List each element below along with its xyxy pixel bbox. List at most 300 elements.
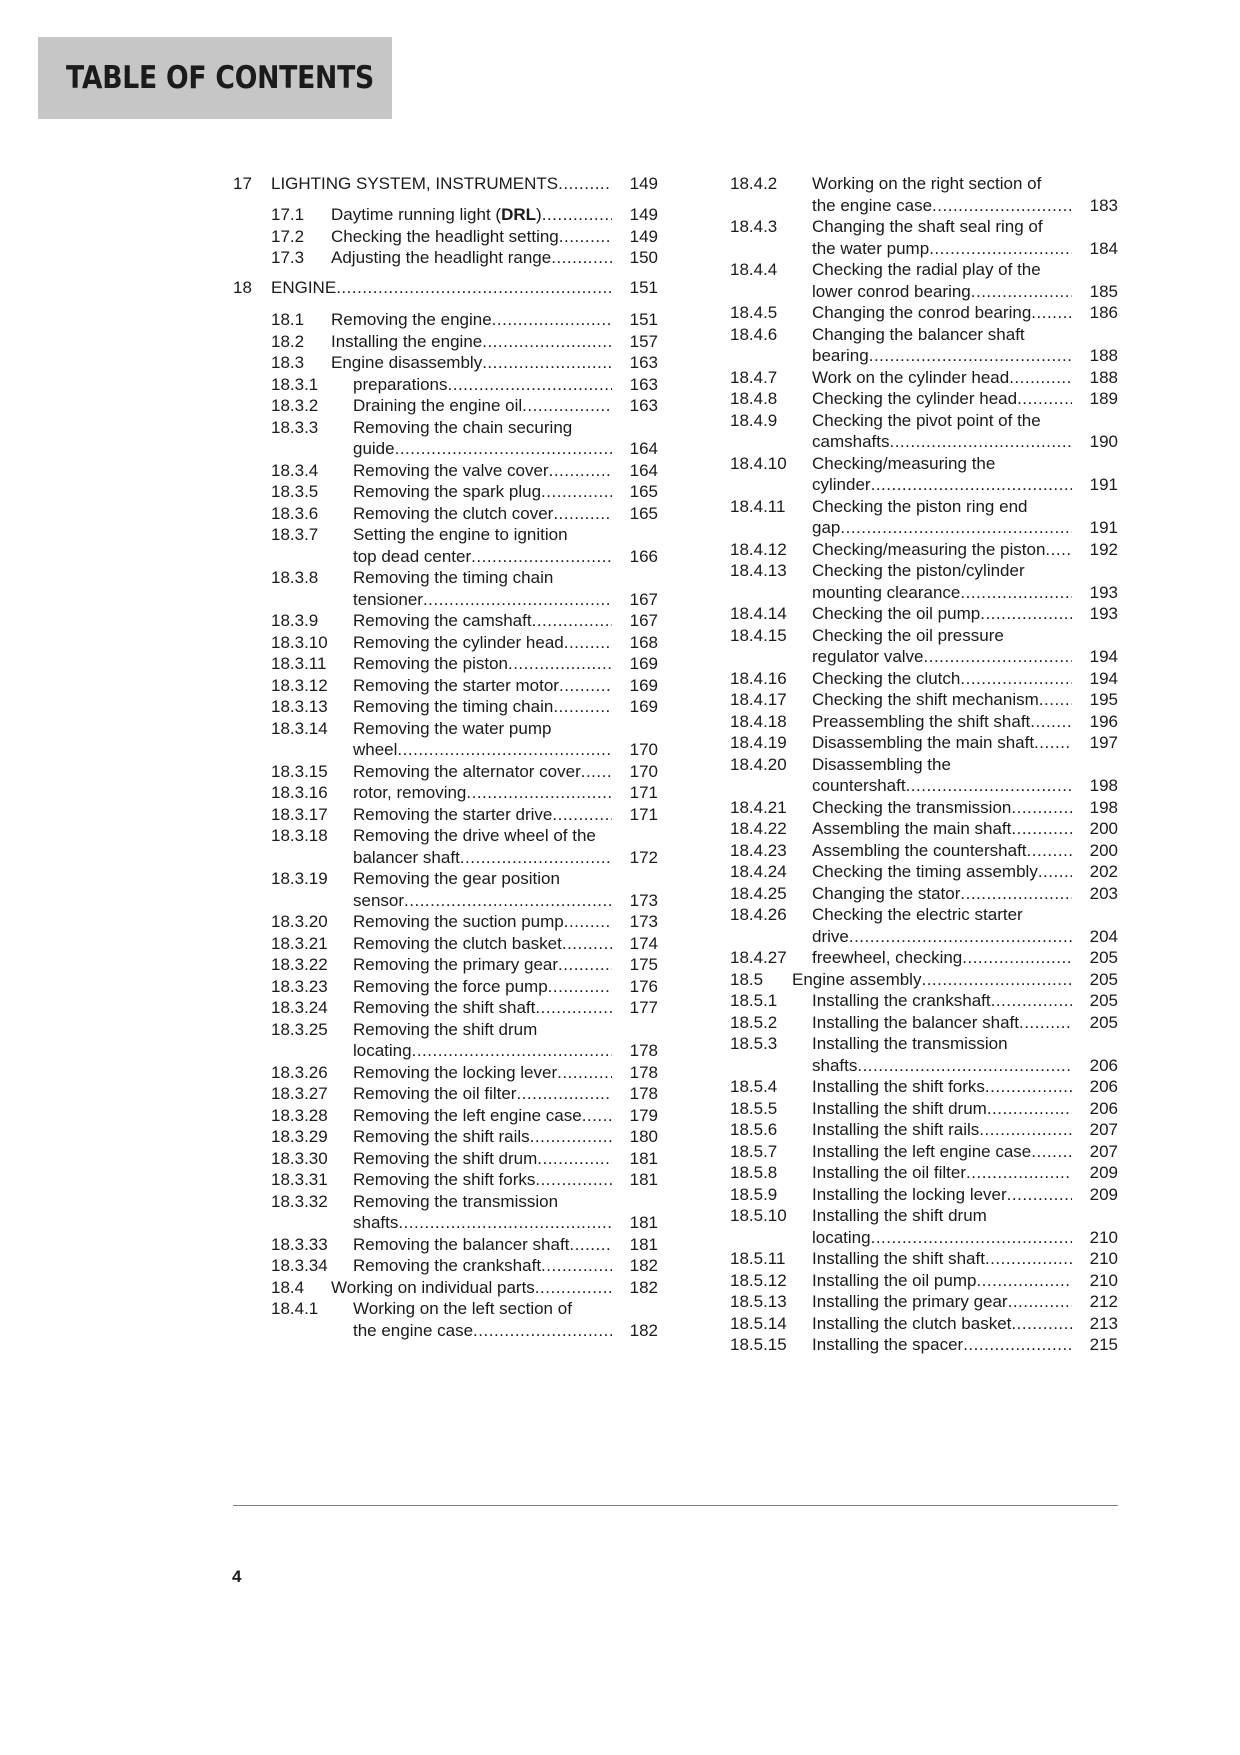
toc-entry-label: Removing the camshaft <box>353 611 532 630</box>
toc-entry[interactable] <box>233 204 658 226</box>
toc-entry-page: 178 <box>629 1041 658 1060</box>
toc-entry[interactable] <box>730 603 1118 625</box>
toc-entry[interactable] <box>730 732 1118 754</box>
toc-entry-label: Removing the locking lever <box>353 1062 558 1082</box>
toc-entry-title <box>353 546 612 568</box>
toc-entry[interactable] <box>730 711 1118 733</box>
toc-entry-title-line1: Checking the piston/cylinder <box>812 561 1025 580</box>
toc-entry-number: 18.3.12 <box>271 675 328 695</box>
toc-entry[interactable] <box>730 1162 1118 1184</box>
toc-leader-dots <box>960 883 1072 905</box>
toc-entry[interactable] <box>730 1270 1118 1292</box>
toc-entry-number: 18.3.22 <box>271 955 328 974</box>
toc-entry-title <box>812 818 1072 840</box>
toc-entry-title <box>812 474 1072 496</box>
toc-entry-title <box>812 1291 1072 1313</box>
toc-entry-label: rotor, removing <box>353 783 467 802</box>
toc-entry-title <box>353 1320 612 1342</box>
toc-entry-number: 18.5.12 <box>730 1270 787 1290</box>
toc-entry-number: 18.4.12 <box>730 539 787 559</box>
toc-entry[interactable] <box>730 1119 1118 1141</box>
toc-entry[interactable] <box>730 302 1118 324</box>
toc-entry[interactable] <box>233 309 658 331</box>
toc-entry[interactable] <box>730 861 1118 883</box>
toc-entry-page: 178 <box>629 1084 658 1103</box>
toc-entry-page: 171 <box>629 783 658 802</box>
toc-entry-page: 168 <box>629 632 658 652</box>
toc-entry[interactable] <box>730 560 1118 603</box>
toc-entry-number: 18.3.11 <box>271 654 327 673</box>
toc-entry[interactable] <box>730 1248 1118 1270</box>
toc-leader-dots <box>395 438 612 460</box>
toc-entry[interactable] <box>730 496 1118 539</box>
toc-leader-dots <box>541 1255 612 1277</box>
toc-entry[interactable] <box>730 1141 1118 1163</box>
toc-entry[interactable] <box>730 818 1118 840</box>
toc-entry-label: Removing the shift rails <box>353 1127 530 1146</box>
toc-entry[interactable] <box>233 352 658 374</box>
toc-entry[interactable] <box>730 754 1118 797</box>
toc-entry-label: Removing the starter motor <box>353 675 559 695</box>
toc-leader-dots <box>557 1062 612 1084</box>
toc-entry[interactable] <box>233 1126 658 1148</box>
toc-leader-dots <box>1031 302 1072 324</box>
toc-entry-label: ENGINE <box>271 278 337 297</box>
toc-entry-label: Preassembling the shift shaft <box>812 711 1031 731</box>
toc-leader-dots <box>558 954 612 976</box>
toc-entry[interactable] <box>233 277 658 299</box>
toc-entry-number: 18.3.1 <box>271 374 319 394</box>
toc-entry-label: Installing the oil filter <box>812 1163 967 1182</box>
toc-entry[interactable] <box>730 367 1118 389</box>
toc-entry[interactable] <box>233 954 658 976</box>
toc-entry-title <box>812 861 1072 883</box>
toc-leader-dots <box>906 775 1072 797</box>
toc-leader-dots <box>932 195 1072 217</box>
toc-leader-dots <box>559 675 612 697</box>
toc-entry[interactable] <box>730 324 1118 367</box>
toc-entry-number: 18.3.8 <box>271 568 319 587</box>
toc-leader-dots <box>1019 1012 1072 1034</box>
toc-entry-title <box>812 603 1072 625</box>
toc-entry-page: 205 <box>1089 948 1118 967</box>
toc-entry-number: 18.3.28 <box>271 1105 328 1125</box>
toc-leader-dots <box>581 761 612 783</box>
toc-entry[interactable] <box>730 1076 1118 1098</box>
toc-entry[interactable] <box>233 1298 658 1341</box>
toc-leader-dots <box>979 1119 1072 1141</box>
toc-entry-page: 206 <box>1089 1098 1118 1118</box>
toc-leader-dots <box>1011 818 1072 840</box>
toc-entry-page: 193 <box>1089 604 1118 623</box>
toc-entry[interactable] <box>233 675 658 697</box>
toc-entry[interactable] <box>730 388 1118 410</box>
toc-entry-number: 18.4.27 <box>730 948 787 967</box>
toc-leader-dots <box>471 546 612 568</box>
toc-entry[interactable] <box>233 1105 658 1127</box>
toc-entry-label: Checking the shift mechanism <box>812 690 1039 709</box>
toc-entry[interactable] <box>233 632 658 654</box>
toc-entry-abbrev: DRL <box>501 205 537 224</box>
toc-entry-page: 189 <box>1089 389 1118 408</box>
toc-entry-label: gap <box>812 518 841 537</box>
toc-entry-title <box>353 847 612 869</box>
toc-entry[interactable] <box>233 761 658 783</box>
toc-entry-title <box>353 1212 612 1234</box>
toc-entry[interactable] <box>730 1033 1118 1076</box>
toc-leader-dots <box>537 1148 612 1170</box>
toc-entry-title-line1: Removing the water pump <box>353 718 552 738</box>
toc-entry-label: Removing the spark plug <box>353 482 542 501</box>
toc-entry[interactable] <box>730 410 1118 453</box>
toc-leader-dots <box>985 1076 1072 1098</box>
toc-entry[interactable] <box>730 990 1118 1012</box>
toc-entry-page: 175 <box>629 955 658 974</box>
toc-entry-number: 18.4.13 <box>730 561 787 580</box>
toc-entry[interactable] <box>233 1191 658 1234</box>
toc-entry-number: 18.4.9 <box>730 410 778 430</box>
toc-entry-title <box>812 582 1072 604</box>
toc-entry-label: freewheel, checking <box>812 948 963 967</box>
toc-entry-number: 18.3.34 <box>271 1256 328 1275</box>
toc-leader-dots <box>482 331 612 353</box>
toc-entry[interactable] <box>233 331 658 353</box>
toc-leader-dots <box>889 431 1072 453</box>
toc-entry-page: 163 <box>629 353 658 372</box>
toc-entry[interactable] <box>233 1062 658 1084</box>
toc-entry-title-line1: Removing the gear position <box>353 869 560 888</box>
toc-entry[interactable] <box>730 1334 1118 1356</box>
toc-entry-label: Removing the starter drive <box>353 804 553 824</box>
toc-entry-title <box>353 1105 612 1127</box>
toc-entry-title <box>812 947 1072 969</box>
toc-entry-page: 164 <box>629 439 658 458</box>
toc-leader-dots <box>987 1098 1072 1120</box>
toc-leader-dots <box>869 345 1072 367</box>
toc-entry-page: 195 <box>1089 690 1118 709</box>
toc-entry-page: 213 <box>1089 1313 1118 1333</box>
toc-entry-title <box>353 1148 612 1170</box>
toc-entry-page: 206 <box>1089 1077 1118 1096</box>
toc-entry-label: Checking the cylinder head <box>812 389 1018 408</box>
toc-leader-dots <box>966 1162 1072 1184</box>
toc-leader-dots <box>542 204 612 226</box>
toc-entry-label: Removing the oil filter <box>353 1084 517 1103</box>
toc-entry[interactable] <box>233 524 658 567</box>
toc-leader-dots <box>404 890 612 912</box>
toc-entry-number: 18.3 <box>271 353 305 372</box>
toc-entry-number: 18.4.7 <box>730 367 778 387</box>
toc-entry-label: Removing the force pump <box>353 976 548 996</box>
toc-entry-page: 207 <box>1089 1141 1118 1161</box>
toc-entry-number: 18.3.17 <box>271 804 328 824</box>
toc-entry-title <box>812 883 1072 905</box>
toc-entry[interactable] <box>233 226 658 248</box>
toc-entry-label: shafts <box>353 1213 399 1232</box>
toc-entry-page: 186 <box>1089 303 1118 322</box>
toc-leader-dots <box>532 610 612 632</box>
toc-leader-dots <box>1008 1291 1072 1313</box>
toc-entry-number: 18.3.15 <box>271 761 328 781</box>
toc-entry-title <box>812 668 1072 690</box>
toc-leader-dots <box>857 1055 1072 1077</box>
toc-entry[interactable] <box>233 1277 658 1299</box>
toc-entry-page: 192 <box>1089 539 1118 559</box>
toc-entry-label: sensor <box>353 890 405 910</box>
toc-entry-title <box>812 1334 1072 1356</box>
toc-entry[interactable] <box>233 417 658 460</box>
toc-entry-label: Installing the shift drum <box>812 1098 987 1118</box>
toc-entry[interactable] <box>730 797 1118 819</box>
toc-entry-number: 18.5.6 <box>730 1120 778 1139</box>
toc-entry-title <box>353 696 612 718</box>
toc-leader-dots <box>960 668 1072 690</box>
toc-entry[interactable] <box>730 1291 1118 1313</box>
toc-leader-dots <box>541 481 612 503</box>
toc-entry-title <box>271 277 612 299</box>
toc-entry-label: Installing the crankshaft <box>812 991 991 1010</box>
toc-entry-title <box>812 1162 1072 1184</box>
toc-entry[interactable] <box>233 1083 658 1105</box>
toc-entry-page: 205 <box>1089 991 1118 1010</box>
toc-entry[interactable] <box>233 173 658 195</box>
toc-entry-page: 194 <box>1089 668 1118 688</box>
toc-leader-dots <box>549 460 612 482</box>
toc-entry-title <box>353 374 612 396</box>
toc-entry-number: 18.3.14 <box>271 718 328 738</box>
toc-entry-number: 18.3.13 <box>271 697 328 716</box>
toc-entry-page: 177 <box>629 998 658 1017</box>
page-number: 4 <box>232 1567 242 1586</box>
toc-entry-title <box>353 1255 612 1277</box>
toc-entry-page: 170 <box>629 740 658 759</box>
toc-entry-label: Assembling the main shaft <box>812 819 1012 838</box>
toc-leader-dots <box>1017 388 1072 410</box>
toc-entry[interactable] <box>730 1313 1118 1335</box>
toc-entry-page: 188 <box>1089 346 1118 365</box>
toc-entry-page: 194 <box>1089 647 1118 666</box>
toc-entry-number: 18.4.1 <box>271 1299 319 1318</box>
toc-entry-label: Working on individual parts <box>331 1277 535 1297</box>
toc-entry-number: 18.4.20 <box>730 754 787 774</box>
toc-entry-title <box>812 1270 1072 1292</box>
toc-entry-label: top dead center <box>353 546 472 566</box>
toc-entry-title <box>812 926 1072 948</box>
toc-entry[interactable] <box>233 247 658 269</box>
toc-entry-title-line1: Disassembling the <box>812 754 951 774</box>
toc-entry[interactable] <box>233 503 658 525</box>
toc-entry[interactable] <box>233 997 658 1019</box>
toc-leader-dots <box>871 474 1072 496</box>
toc-entry-number: 18.4.8 <box>730 389 778 408</box>
toc-entry-page: 172 <box>629 847 658 867</box>
toc-entry-page: 184 <box>1089 238 1118 258</box>
toc-entry[interactable] <box>730 1205 1118 1248</box>
toc-entry-label: Installing the clutch basket <box>812 1313 1012 1333</box>
toc-entry-title <box>353 1126 612 1148</box>
toc-entry-page: 174 <box>629 933 658 953</box>
toc-entry[interactable] <box>730 840 1118 862</box>
toc-entry-title <box>353 782 612 804</box>
toc-entry[interactable] <box>730 259 1118 302</box>
toc-leader-dots <box>336 277 612 299</box>
toc-leader-dots <box>582 1105 612 1127</box>
toc-entry-title <box>353 1083 612 1105</box>
toc-entry-number: 18.4.4 <box>730 260 778 279</box>
toc-entry[interactable] <box>233 933 658 955</box>
toc-entry-label: Checking the oil pump <box>812 604 981 623</box>
toc-entry-page: 181 <box>629 1234 658 1254</box>
toc-entry[interactable] <box>730 539 1118 561</box>
toc-entry[interactable] <box>730 904 1118 947</box>
toc-entry[interactable] <box>233 782 658 804</box>
toc-entry[interactable] <box>233 1255 658 1277</box>
toc-entry[interactable] <box>730 969 1118 991</box>
toc-entry[interactable] <box>730 689 1118 711</box>
toc-leader-dots <box>1009 367 1072 389</box>
toc-entry[interactable] <box>233 1169 658 1191</box>
toc-entry-number: 18.5.14 <box>730 1313 787 1333</box>
toc-entry-title <box>812 1248 1072 1270</box>
toc-entry[interactable] <box>233 653 658 675</box>
toc-entry[interactable] <box>233 374 658 396</box>
toc-entry-number: 18.5.3 <box>730 1034 778 1053</box>
toc-entry-label: Engine assembly <box>792 969 922 989</box>
toc-entry-label: Removing the valve cover <box>353 460 549 480</box>
toc-entry[interactable] <box>233 696 658 718</box>
toc-leader-dots <box>508 653 612 675</box>
toc-leader-dots <box>548 976 612 998</box>
toc-entry-title <box>353 675 612 697</box>
toc-leader-dots <box>412 1040 612 1062</box>
toc-entry-page: 193 <box>1089 582 1118 602</box>
toc-entry-title <box>331 331 612 353</box>
toc-entry-number: 18.3.25 <box>271 1019 328 1039</box>
toc-entry[interactable] <box>730 668 1118 690</box>
toc-entry[interactable] <box>730 216 1118 259</box>
toc-entry[interactable] <box>233 1148 658 1170</box>
toc-leader-dots <box>397 739 612 761</box>
toc-entry-page: 190 <box>1089 432 1118 451</box>
toc-leader-dots <box>423 589 612 611</box>
toc-leader-dots <box>482 352 612 374</box>
toc-leader-dots <box>1038 861 1072 883</box>
toc-entry-page: 204 <box>1089 926 1118 946</box>
toc-leader-dots <box>1034 732 1072 754</box>
toc-leader-dots <box>1045 539 1072 561</box>
toc-entry-number: 18.2 <box>271 331 305 351</box>
toc-entry-title-line1: Checking the pivot point of the <box>812 410 1041 430</box>
toc-entry[interactable] <box>730 1012 1118 1034</box>
toc-entry-page: 151 <box>629 278 658 297</box>
toc-entry-label: Draining the engine oil <box>353 396 523 415</box>
toc-entry-label: Installing the shift forks <box>812 1077 985 1096</box>
toc-entry-number: 17.1 <box>271 205 305 224</box>
toc-entry-label: Installing the shift shaft <box>812 1249 985 1268</box>
toc-entry-number: 18.4.25 <box>730 883 787 903</box>
toc-entry-title <box>353 1169 612 1191</box>
toc-entry[interactable] <box>233 825 658 868</box>
toc-leader-dots <box>552 804 612 826</box>
toc-entry-label: shafts <box>812 1055 858 1075</box>
toc-entry[interactable] <box>730 947 1118 969</box>
toc-entry-title <box>353 653 612 675</box>
toc-entry[interactable] <box>233 610 658 632</box>
toc-entry-number: 18.5.10 <box>730 1206 787 1225</box>
toc-entry-number: 18.3.10 <box>271 632 328 652</box>
toc-entry-number: 18.4.2 <box>730 174 778 193</box>
toc-entry-label: Changing the conrod bearing <box>812 303 1032 322</box>
toc-entry[interactable] <box>233 567 658 610</box>
toc-entry-number: 18.4.10 <box>730 453 787 473</box>
toc-entry-number: 17.3 <box>271 248 305 267</box>
toc-leader-dots <box>535 997 612 1019</box>
toc-entry[interactable] <box>730 625 1118 668</box>
toc-entry[interactable] <box>233 911 658 933</box>
toc-entry[interactable] <box>730 173 1118 216</box>
toc-entry-label: Removing the suction pump <box>353 912 564 931</box>
toc-entry-number: 18.4.17 <box>730 690 787 709</box>
toc-entry-title <box>812 840 1072 862</box>
toc-entry-title-line1: Checking/measuring the <box>812 453 996 473</box>
toc-entry[interactable] <box>233 718 658 761</box>
toc-entry[interactable] <box>233 481 658 503</box>
toc-entry[interactable] <box>233 1234 658 1256</box>
toc-entry-number: 18.5 <box>730 969 764 989</box>
toc-entry-label: Removing the crankshaft <box>353 1256 542 1275</box>
toc-entry[interactable] <box>730 453 1118 496</box>
toc-leader-dots <box>466 782 612 804</box>
toc-entry-number: 18.4.5 <box>730 303 778 322</box>
toc-entry-title <box>353 804 612 826</box>
toc-entry-title <box>331 204 612 226</box>
toc-entry-title <box>331 352 612 374</box>
toc-entry[interactable] <box>233 976 658 998</box>
toc-entry[interactable] <box>233 1019 658 1062</box>
toc-leader-dots <box>985 1248 1072 1270</box>
toc-entry-number: 18.4.16 <box>730 668 787 688</box>
toc-entry-number: 18.3.3 <box>271 417 319 437</box>
toc-entry[interactable] <box>233 804 658 826</box>
toc-entry-number: 18.5.8 <box>730 1163 778 1182</box>
toc-entry[interactable] <box>730 883 1118 905</box>
toc-entry-title <box>353 1040 612 1062</box>
toc-entry-page: 163 <box>629 374 658 394</box>
toc-entry-label: Removing the alternator cover <box>353 761 581 781</box>
toc-entry-page: 163 <box>629 396 658 415</box>
toc-entry-page: 164 <box>629 460 658 480</box>
toc-entry[interactable] <box>233 868 658 911</box>
toc-entry-page: 181 <box>629 1213 658 1232</box>
toc-leader-dots <box>562 933 612 955</box>
toc-entry[interactable] <box>233 460 658 482</box>
toc-entry-title <box>353 395 612 417</box>
header-box <box>38 37 392 119</box>
toc-entry-label: Removing the cylinder head <box>353 632 564 652</box>
toc-entry-title <box>812 517 1072 539</box>
toc-entry[interactable] <box>233 395 658 417</box>
toc-entry[interactable] <box>730 1184 1118 1206</box>
toc-entry[interactable] <box>730 1098 1118 1120</box>
toc-entry-label: Removing the timing chain <box>353 697 554 716</box>
toc-entry-page: 150 <box>629 248 658 267</box>
toc-entry-number: 18.3.31 <box>271 1170 328 1189</box>
toc-entry-page: 181 <box>629 1170 658 1189</box>
toc-entry-title <box>353 589 612 611</box>
toc-leader-dots <box>492 309 612 331</box>
toc-entry-page: 209 <box>1089 1163 1118 1182</box>
toc-entry-label: Removing the primary gear <box>353 955 559 974</box>
